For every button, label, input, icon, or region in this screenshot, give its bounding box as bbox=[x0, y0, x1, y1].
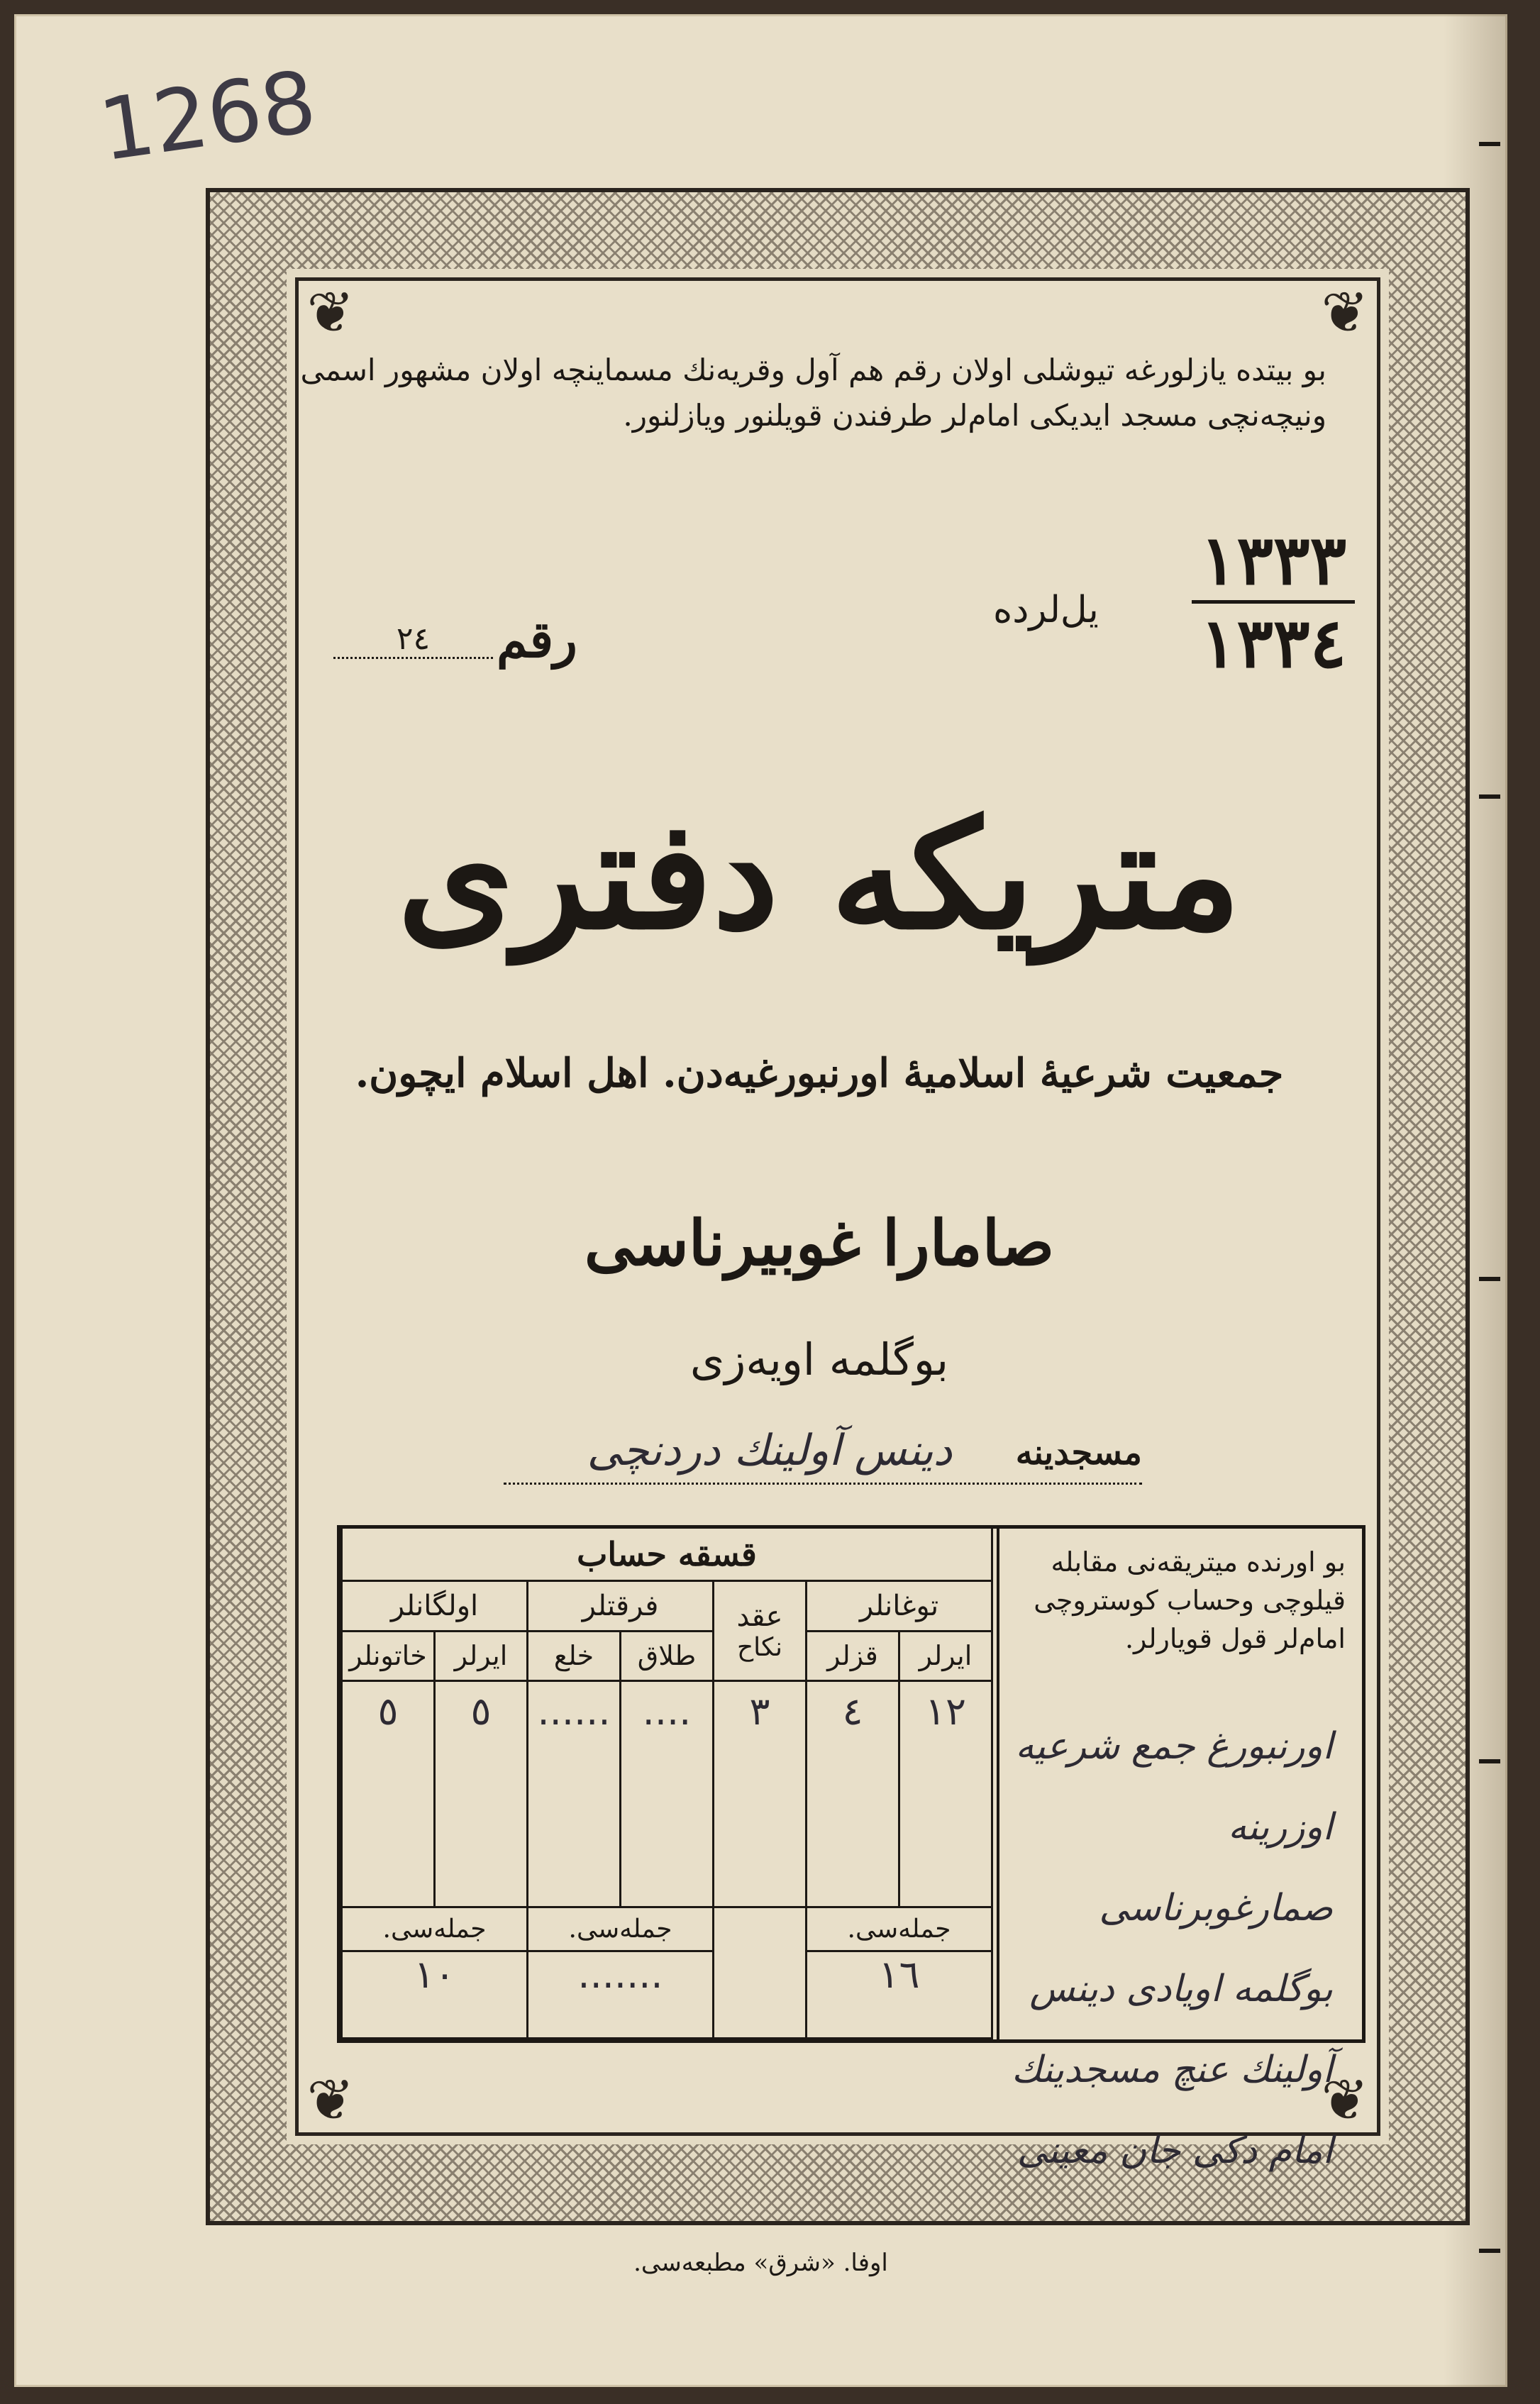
value-marriages: ٣ bbox=[714, 1681, 807, 1907]
value-deaths-men: ٥ bbox=[435, 1681, 528, 1907]
binding-mark bbox=[1479, 1277, 1500, 1281]
binding-mark bbox=[1479, 2249, 1500, 2253]
certification-handwritten bbox=[1007, 1706, 1333, 2191]
certification-printed: بو اورنده میتریقه‌نی مقابله قیلوچی وحساب کوستروچی امام‌لر قول قویارلر. bbox=[1034, 1546, 1346, 1654]
value-talaq: .... bbox=[621, 1681, 714, 1907]
cert-line: اوزرینه صمارغوبرناسی bbox=[1099, 1806, 1333, 1929]
fleuron-icon: ❦ bbox=[1321, 279, 1369, 345]
subheader-khul: خلع bbox=[528, 1631, 621, 1681]
group-marriages bbox=[714, 1580, 807, 1680]
value-khul: ...... bbox=[528, 1681, 621, 1907]
binding-mark bbox=[1479, 794, 1500, 799]
subheader-births-boys: ایرلر bbox=[899, 1631, 992, 1681]
group-divorces: فرقتلر bbox=[528, 1580, 714, 1631]
number-value: ٢٤ bbox=[333, 621, 493, 659]
cert-line: اورنبورغ جمع شرعیه bbox=[1015, 1725, 1333, 1768]
subheader-deaths-men: ایرلر bbox=[435, 1631, 528, 1681]
group-deaths: اولگانلر bbox=[342, 1580, 528, 1631]
year-suffix: یل‌لرده bbox=[993, 589, 1099, 631]
archive-number: 1268 bbox=[93, 52, 322, 181]
fleuron-icon: ❦ bbox=[1321, 2067, 1369, 2133]
total-empty-marriages bbox=[714, 1907, 807, 2039]
fleuron-icon: ❦ bbox=[306, 2067, 355, 2133]
summary-title: قسقه حساب bbox=[342, 1529, 992, 1580]
value-births-girls: ٤ bbox=[807, 1681, 899, 1907]
value-births-boys: ١٢ bbox=[899, 1681, 992, 1907]
total-label-births: جمله‌سی. bbox=[807, 1907, 992, 1951]
mosque-value: دینس آولینك دردنچی bbox=[587, 1426, 953, 1475]
printer-imprint: اوفا. «شرق» مطبعه‌سی. bbox=[633, 2249, 888, 2277]
subheader-deaths-women: خاتونلر bbox=[342, 1631, 435, 1681]
subheader-births-girls: قزلر bbox=[807, 1631, 899, 1681]
mosque-label: مسجدینه bbox=[1015, 1433, 1142, 1473]
subheader-talaq: طلاق bbox=[621, 1631, 714, 1681]
binding-marks bbox=[1479, 14, 1500, 2387]
district-name: بوگلمه اویه‌زی bbox=[689, 1334, 949, 1385]
certification-panel bbox=[997, 1529, 1354, 2172]
year-start: ١٣٣٣ bbox=[1200, 520, 1347, 600]
mosque-line bbox=[504, 1426, 1142, 1485]
intro-text: بو بیتده یازلورغه تیوشلی اولان رقم هم آول وقریه‌نك مسماینچه اولان مشهور اسمی ونیچه‌نچی مسجد ایدیکی امام‌لر طرفندن قویلنور ویازلنور. bbox=[300, 353, 1326, 433]
group-births: توغانلر bbox=[807, 1580, 992, 1631]
year-range bbox=[1192, 520, 1355, 683]
cert-line: بوگلمه اویادی دینس bbox=[1029, 1968, 1333, 2010]
year-end: ١٣٣٤ bbox=[1200, 603, 1347, 683]
total-divorces: ....... bbox=[528, 1951, 714, 2039]
cert-line: آولینك عنچ مسجدینك bbox=[1011, 2049, 1333, 2091]
province-name: صامارا غوبیرناسی bbox=[584, 1206, 1055, 1280]
number-label: رقم bbox=[497, 610, 577, 669]
main-title: متریکه دفتری bbox=[397, 787, 1241, 963]
marriage-subheader: نکاح bbox=[736, 1632, 783, 1662]
cert-line: امام دکی جان معینی bbox=[1016, 2129, 1333, 2172]
total-births: ١٦ bbox=[807, 1951, 992, 2039]
total-deaths: ١٠ bbox=[342, 1951, 528, 2039]
summary-table bbox=[340, 1529, 993, 2039]
fleuron-icon: ❦ bbox=[306, 279, 355, 345]
total-label-divorces: جمله‌سی. bbox=[528, 1907, 714, 1951]
document-page bbox=[14, 14, 1507, 2387]
binding-mark bbox=[1479, 142, 1500, 146]
subtitle: جمعیت شرعیهٔ اسلامیهٔ اورنبورغیه‌دن. اهل اسلام ایچون. bbox=[355, 1050, 1284, 1097]
summary-box bbox=[337, 1525, 1365, 2172]
total-label-deaths: جمله‌سی. bbox=[342, 1907, 528, 1951]
value-deaths-women: ٥ bbox=[342, 1681, 435, 1907]
marriage-group-label: عقد bbox=[736, 1600, 783, 1633]
binding-mark bbox=[1479, 1759, 1500, 1763]
